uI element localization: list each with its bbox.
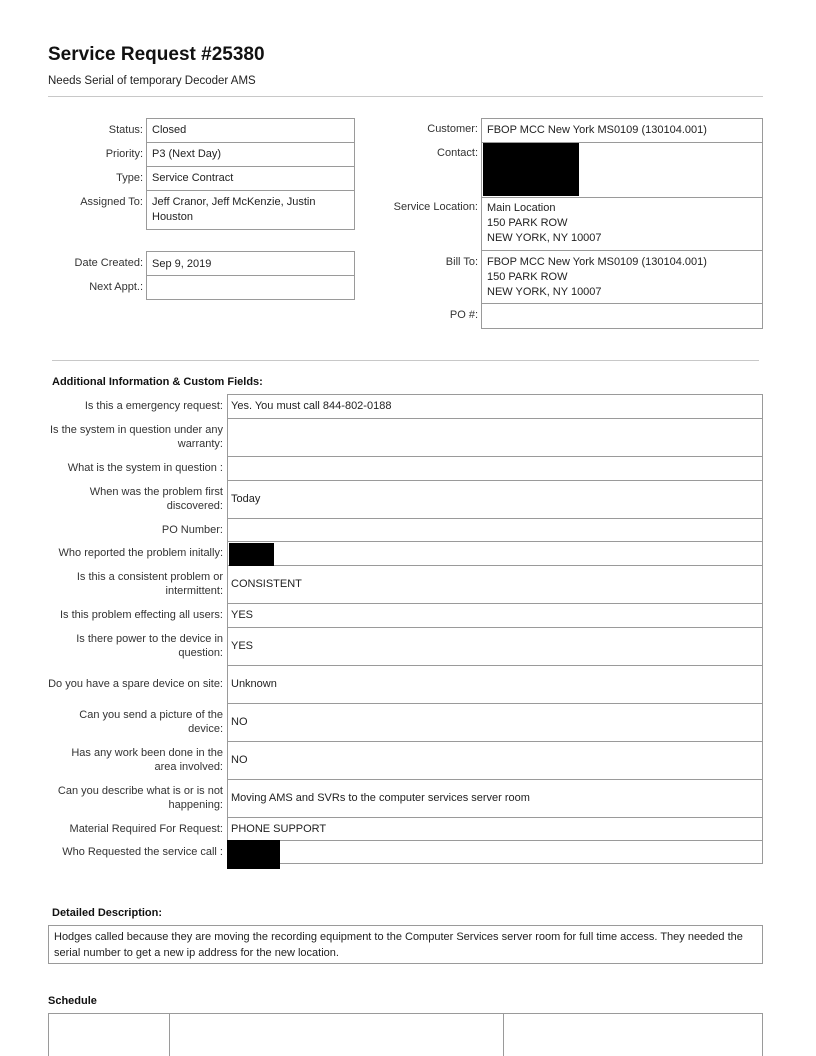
additional-answer (231, 840, 759, 864)
page-title: Service Request #25380 (48, 44, 265, 65)
status-label: Status: (108, 124, 143, 136)
additional-question: Is this problem effecting all users: (59, 609, 223, 621)
section-divider (52, 360, 759, 361)
row-divider (146, 275, 355, 276)
additional-answer: Moving AMS and SVRs to the computer services server room (231, 792, 530, 804)
status-value: Closed (152, 124, 187, 136)
next-appt-label: Next Appt.: (89, 281, 143, 293)
bill-to-line2: 150 PARK ROW (487, 271, 568, 283)
additional-question: Who Requested the service call : (62, 846, 223, 858)
row-divider (146, 142, 355, 143)
additional-answer (231, 518, 759, 541)
reporter-redaction (229, 543, 274, 566)
requester-redaction (227, 840, 280, 869)
schedule-col-line (762, 1013, 763, 1056)
assigned-to-label: Assigned To: (80, 196, 143, 208)
additional-question: Can you describe what is or is not happening: (57, 785, 223, 811)
additional-answer: Unknown (231, 678, 277, 690)
additional-question: Do you have a spare device on site: (48, 678, 223, 690)
customer-label: Customer: (427, 123, 478, 135)
additional-answer: PHONE SUPPORT (231, 822, 327, 835)
detailed-description-title: Detailed Description: (52, 907, 163, 919)
additional-answer: CONSISTENT (231, 578, 302, 590)
additional-answer: Today (231, 493, 261, 505)
row-divider (146, 190, 355, 191)
contact-label: Contact: (437, 147, 478, 159)
contact-redaction (483, 143, 579, 196)
row-divider (481, 250, 763, 251)
additional-question: Material Required For Request: (69, 822, 223, 835)
schedule-title: Schedule (48, 995, 97, 1007)
customer-value: FBOP MCC New York MS0109 (130104.001) (487, 124, 707, 136)
additional-question: Is there power to the device in question: (76, 633, 223, 659)
schedule-col-line (169, 1013, 170, 1056)
date-created-label: Date Created: (74, 257, 143, 269)
header-divider (48, 96, 763, 97)
additional-question: Can you send a picture of the device: (79, 709, 223, 735)
additional-question: Is this a emergency request: (84, 400, 223, 412)
additional-question: Is the system in question under any warranty: (49, 424, 223, 450)
additional-answer: NO (231, 716, 248, 728)
additional-question: Who reported the problem initally: (58, 547, 223, 559)
additional-answer: Yes. You must call 844-802-0188 (231, 400, 392, 412)
additional-answer (231, 456, 759, 480)
assigned-to-value: Jeff Cranor, Jeff McKenzie, Justin Houston (152, 196, 316, 223)
service-location-line3: NEW YORK, NY 10007 (487, 232, 602, 244)
schedule-table-top (48, 1013, 763, 1014)
type-label: Type: (116, 172, 143, 184)
detailed-description-text: Hodges called because they are moving the recording equipment to the Computer Services server room for full time access. They needed the serial number to get a new ip address for the new location. (54, 931, 743, 959)
service-location-label: Service Location: (393, 201, 478, 213)
additional-answer (231, 541, 759, 565)
bill-to-line3: NEW YORK, NY 10007 (487, 286, 602, 298)
page-subtitle: Needs Serial of temporary Decoder AMS (48, 75, 256, 87)
additional-answer (231, 418, 759, 456)
bill-to-line1: FBOP MCC New York MS0109 (130104.001) (487, 256, 707, 268)
additional-info-title: Additional Information & Custom Fields: (52, 376, 263, 388)
additional-question: Has any work been done in the area involved: (71, 747, 223, 773)
row-divider (481, 197, 763, 198)
priority-value: P3 (Next Day) (152, 148, 222, 160)
service-location-line2: 150 PARK ROW (487, 217, 568, 229)
additional-answer: NO (231, 754, 248, 766)
additional-question: What is the system in question : (67, 462, 223, 474)
priority-label: Priority: (105, 148, 143, 160)
additional-question: When was the problem first discovered: (89, 486, 223, 512)
po-label: PO #: (449, 309, 478, 321)
additional-answer: YES (231, 609, 254, 621)
additional-question: PO Number: (161, 523, 223, 536)
schedule-col-line (48, 1013, 49, 1056)
service-location-line1: Main Location (487, 202, 556, 214)
bill-to-label: Bill To: (445, 256, 478, 268)
schedule-col-line (503, 1013, 504, 1056)
row-divider (146, 166, 355, 167)
date-created-value: Sep 9, 2019 (152, 258, 212, 270)
row-divider (481, 303, 763, 304)
additional-answer: YES (231, 640, 254, 652)
additional-question: Is this a consistent problem or intermittent: (76, 571, 223, 597)
type-value: Service Contract (152, 172, 234, 184)
